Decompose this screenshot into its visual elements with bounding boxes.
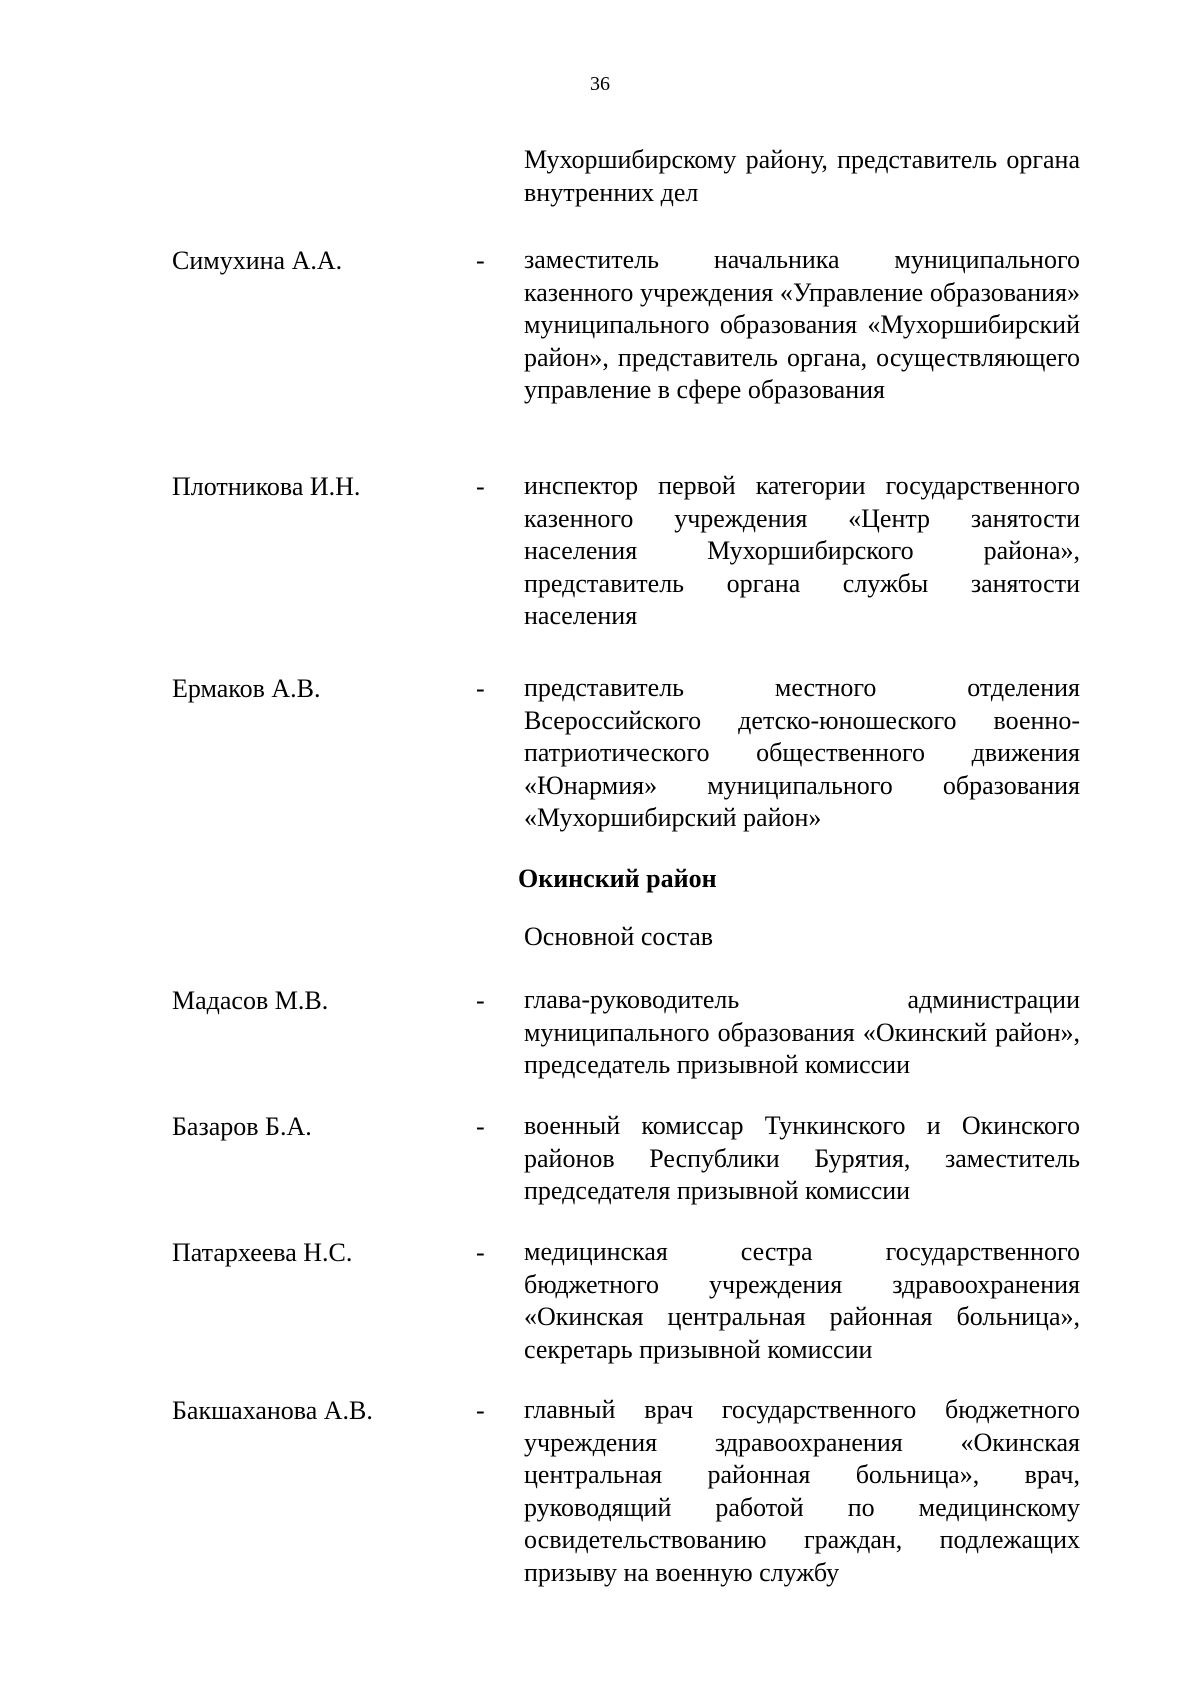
member-description: медицинская сестра государственного бюджетного учреждения здравоохранения «Окинская центральная районная больница», секретарь призывной комиссии xyxy=(524,1237,1080,1364)
member-dash: - xyxy=(476,246,485,275)
member-dash: - xyxy=(476,472,485,501)
member-dash: - xyxy=(476,1396,485,1425)
member-dash: - xyxy=(476,1112,485,1141)
member-name: Ермаков А.В. xyxy=(172,674,321,703)
member-description: инспектор первой категории государственного казенного учреждения «Центр занятости населения Мухоршибирского района», представитель органа службы занятости населения xyxy=(524,471,1080,630)
member-dash: - xyxy=(476,674,485,703)
page-number: 36 xyxy=(590,73,610,95)
member-name: Базаров Б.А. xyxy=(172,1112,312,1141)
member-name: Бакшаханова А.В. xyxy=(172,1396,373,1425)
member-name: Плотникова И.Н. xyxy=(172,472,361,501)
section-subtitle: Основной состав xyxy=(524,922,714,951)
member-description: военный комиссар Тункинского и Окинского районов Республики Бурятия, заместитель председателя призывной комиссии xyxy=(524,1111,1080,1205)
member-description: глава-руководитель администрации муниципального образования «Окинский район», председатель призывной комиссии xyxy=(524,985,1080,1079)
member-description: представитель местного отделения Всероссийского детско-юношеского военно-патриотического общественного движения «Юнармия» муниципального образования «Мухоршибирский район» xyxy=(524,673,1080,832)
member-description: заместитель начальника муниципального казенного учреждения «Управление образования» муниципального образования «Мухоршибирский район», представитель органа, осуществляющего управление в сфере образования xyxy=(524,245,1080,404)
member-name: Симухина А.А. xyxy=(172,246,343,275)
section-title: Окинский район xyxy=(518,864,717,893)
member-description: главный врач государственного бюджетного учреждения здравоохранения «Окинская центральная районная больница», врач, руководящий работой по медицинскому освидетельствованию граждан, подлежащих призыву на военную службу xyxy=(524,1395,1080,1587)
member-name: Мадасов М.В. xyxy=(172,986,329,1015)
member-name: Патархеева Н.С. xyxy=(172,1238,353,1267)
member-dash: - xyxy=(476,1238,485,1267)
member-description: Мухоршибирскому району, представитель органа внутренних дел xyxy=(524,145,1080,207)
member-dash: - xyxy=(476,986,485,1015)
